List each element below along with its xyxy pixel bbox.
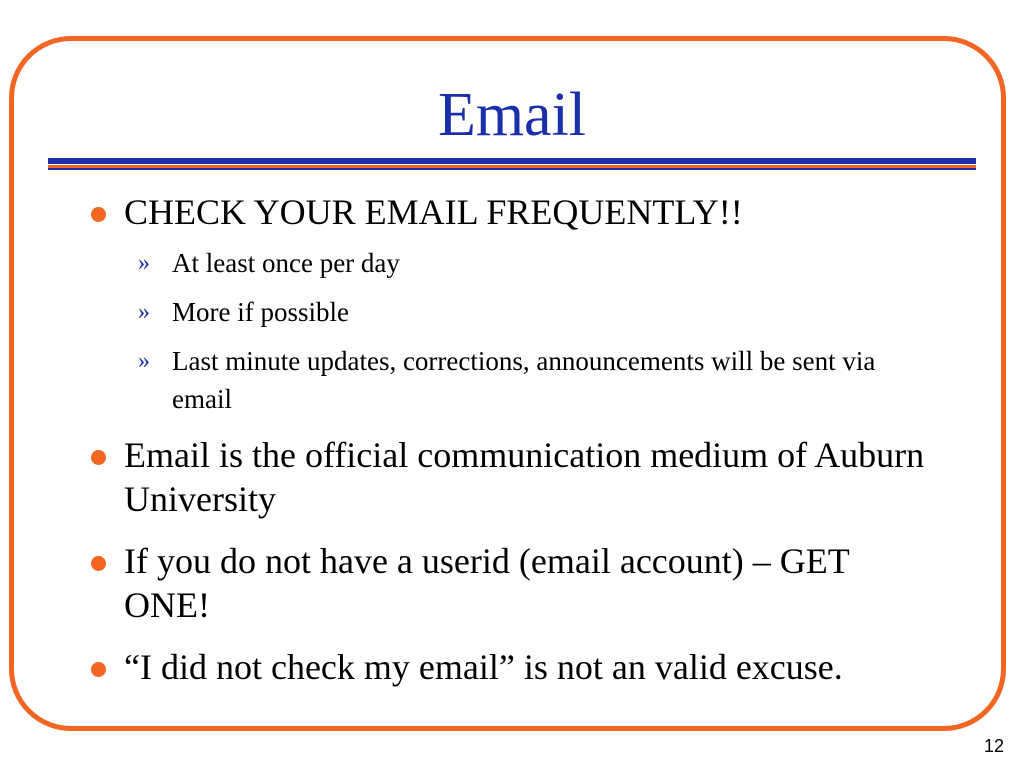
sub-bullet-item: At least once per day [172,248,400,278]
slide-title: Email [437,81,587,149]
sub-bullet-marker-icon: » [138,299,150,325]
bullet-item: If you do not have a userid (email account) – GET ONE! [124,541,850,625]
sub-bullet-item: More if possible [172,297,349,327]
bullet-item: Email is the official communication medium of Auburn University [124,435,925,519]
sub-bullet-marker-icon: » [138,250,150,276]
bullet-dot-icon [91,556,106,571]
sub-bullet-item: Last minute updates, corrections, announcements will be sent via email [172,346,876,414]
bullet-dot-icon [91,450,106,465]
bullet-item: “I did not check my email” is not an valid excuse. [124,647,843,687]
sub-bullet-marker-icon: » [138,348,150,374]
bullet-dot-icon [91,662,106,677]
bullet-dot-icon [91,207,106,222]
page-number: 12 [983,736,1004,756]
bullet-item: CHECK YOUR EMAIL FREQUENTLY!! [124,192,743,232]
